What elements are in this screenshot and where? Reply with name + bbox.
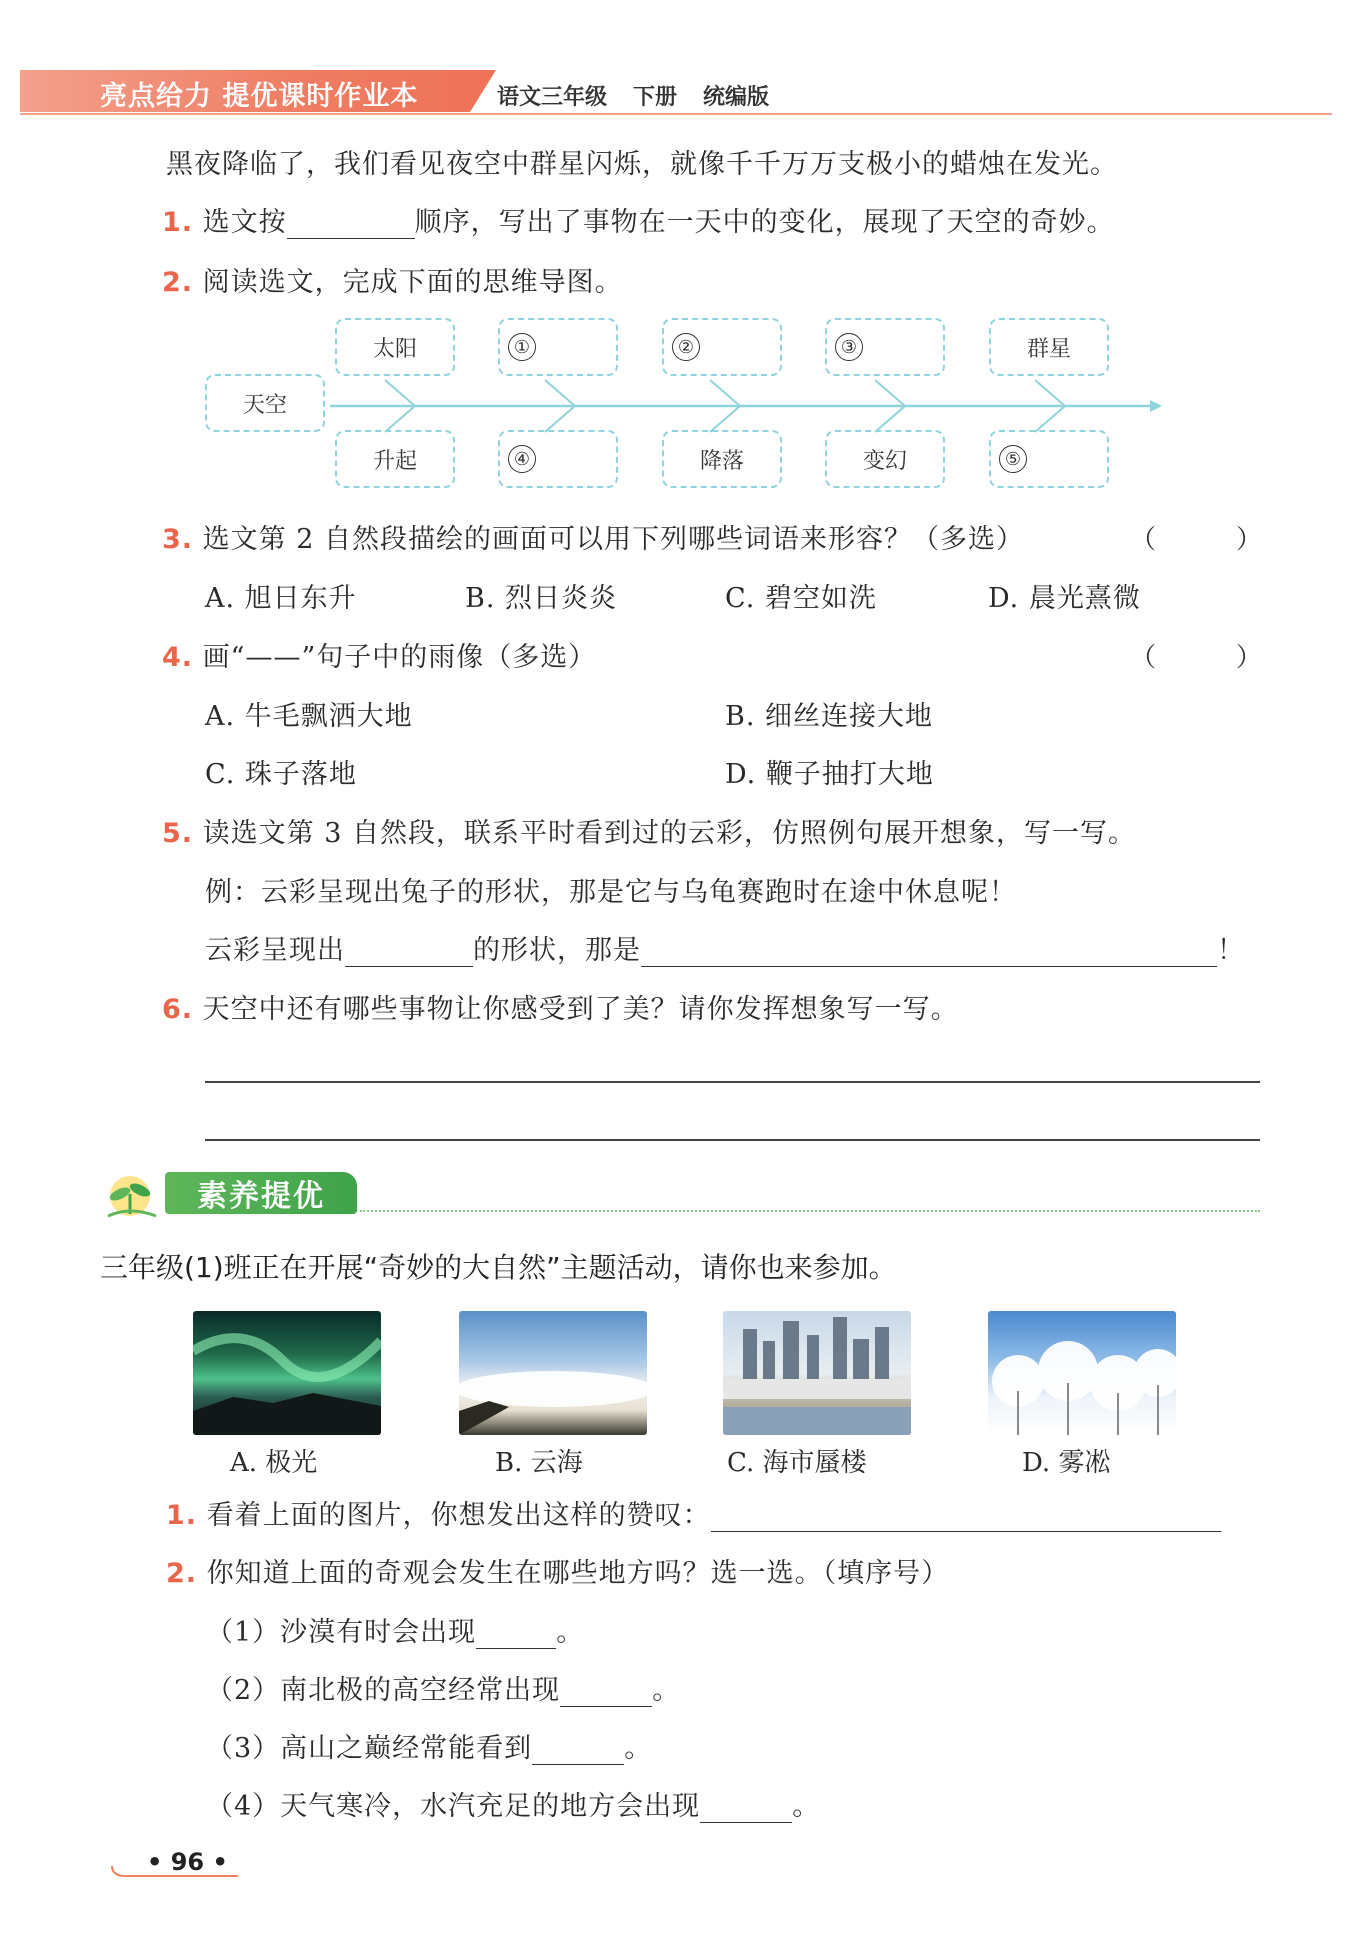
- option-b[interactable]: B. 细丝连接大地: [725, 701, 934, 732]
- question-number: 6.: [162, 994, 194, 1025]
- answer-blank[interactable]: [476, 1618, 556, 1649]
- question-text: 顺序，写出了事物在一天中的变化，展现了天空的奇妙。: [414, 207, 1115, 238]
- sea-of-clouds-image: [459, 1311, 647, 1435]
- answer-blank[interactable]: [700, 1792, 792, 1823]
- picture-caption-a: A. 极光: [230, 1448, 318, 1478]
- answer-line[interactable]: [205, 1139, 1260, 1141]
- mindmap-bottom-1: 升起: [335, 430, 455, 488]
- answer-blank[interactable]: [560, 1676, 652, 1707]
- option-d[interactable]: D. 晨光熹微: [988, 583, 1141, 614]
- section-title: 素养提优: [165, 1172, 357, 1214]
- fill-item-1: [206, 1610, 584, 1649]
- mindmap-top-5: 群星: [989, 318, 1109, 376]
- question-text: 选文按: [202, 207, 287, 238]
- question-number: 4.: [162, 642, 194, 673]
- answer-line[interactable]: [205, 1081, 1260, 1083]
- question-text: 天空中还有哪些事物让你感受到了美？请你发挥想象写一写。: [202, 994, 959, 1025]
- fill-item-4: [206, 1784, 820, 1823]
- rime-image: [988, 1311, 1176, 1435]
- page-number: • 96 •: [147, 1848, 228, 1876]
- mindmap-top-2[interactable]: ①: [498, 318, 618, 376]
- fill-text: （3）高山之巅经常能看到: [206, 1733, 533, 1764]
- answer-blank[interactable]: [711, 1501, 1221, 1532]
- fill-text: 。: [556, 1617, 585, 1648]
- question-text: 画“——”句子中的雨像（多选）: [202, 642, 597, 673]
- example-sentence: 例：云彩呈现出兔子的形状，那是它与乌龟赛跑时在途中休息呢！: [205, 877, 1017, 908]
- question-number: 1.: [162, 207, 194, 238]
- mindmap-bottom-2[interactable]: ④: [498, 430, 618, 488]
- mindmap-top-1: 太阳: [335, 318, 455, 376]
- picture-caption-b: B. 云海: [495, 1448, 583, 1478]
- fill-text: 。: [792, 1791, 821, 1822]
- option-d[interactable]: D. 鞭子抽打大地: [725, 759, 934, 790]
- mindmap-bottom-5[interactable]: ⑤: [989, 430, 1109, 488]
- sprout-icon: [100, 1170, 162, 1222]
- header-volume: 下册: [633, 85, 678, 110]
- option-b[interactable]: B. 烈日炎炎: [465, 583, 618, 614]
- question-text: 阅读选文，完成下面的思维导图。: [202, 267, 623, 298]
- question-number: 5.: [162, 818, 194, 849]
- fill-text: （4）天气寒冷，水汽充足的地方会出现: [206, 1791, 701, 1822]
- section-divider: [360, 1210, 1260, 1212]
- answer-blank[interactable]: [641, 936, 1217, 967]
- mindmap-root: 天空: [205, 374, 325, 432]
- answer-blank[interactable]: [287, 208, 415, 239]
- question-number: 3.: [162, 524, 194, 555]
- mindmap-top-4[interactable]: ③: [825, 318, 945, 376]
- option-c[interactable]: C. 珠子落地: [205, 759, 357, 790]
- mindmap-bottom-4: 变幻: [825, 430, 945, 488]
- fill-item-2: [206, 1668, 680, 1707]
- fill-item-3: [206, 1726, 652, 1765]
- fill-text: 。: [624, 1733, 653, 1764]
- question-3: [162, 517, 1024, 556]
- header-edition: 统编版: [703, 85, 770, 110]
- answer-blank[interactable]: [345, 936, 473, 967]
- question-2: [162, 260, 623, 299]
- mindmap-bottom-3: 降落: [662, 430, 782, 488]
- picture-caption-d: D. 雾凇: [1022, 1448, 1111, 1478]
- answer-paren-right: ）: [1236, 643, 1263, 673]
- mirage-image: [723, 1311, 911, 1435]
- question-text: 读选文第 3 自然段，联系平时看到过的云彩，仿照例句展开想象，写一写。: [202, 818, 1136, 849]
- mindmap-top-3[interactable]: ②: [662, 318, 782, 376]
- picture-caption-c: C. 海市蜃楼: [727, 1448, 867, 1478]
- question-4: [162, 635, 596, 674]
- question-6: [162, 987, 959, 1026]
- section2-question-2: [166, 1551, 949, 1590]
- section-intro: 三年级(1)班正在开展“奇妙的大自然”主题活动，请你也来参加。: [100, 1251, 897, 1284]
- question-text: 看着上面的图片，你想发出这样的赞叹：: [206, 1500, 711, 1531]
- question-1: [162, 200, 1115, 239]
- passage-text: 黑夜降临了，我们看见夜空中群星闪烁，就像千千万万支极小的蜡烛在发光。: [166, 149, 1118, 180]
- option-a[interactable]: A. 牛毛飘洒大地: [205, 701, 413, 732]
- fill-text: （2）南北极的高空经常出现: [206, 1675, 561, 1706]
- fill-text: （1）沙漠有时会出现: [206, 1617, 477, 1648]
- answer-paren-left: （: [1130, 525, 1157, 555]
- option-c[interactable]: C. 碧空如洗: [725, 583, 877, 614]
- header-rule: [20, 113, 1332, 115]
- fill-text: ！: [1217, 935, 1245, 966]
- mind-map: [205, 318, 1165, 493]
- book-title: 亮点给力 提优课时作业本: [100, 81, 419, 112]
- answer-paren-left: （: [1130, 643, 1157, 673]
- question-number: 2.: [166, 1558, 198, 1589]
- section2-question-1: [166, 1493, 1221, 1532]
- header-subject: 语文三年级: [497, 85, 608, 110]
- fill-text: 云彩呈现出: [205, 935, 345, 966]
- question-number: 2.: [162, 267, 194, 298]
- fill-text: 。: [652, 1675, 681, 1706]
- aurora-image: [193, 1311, 381, 1435]
- question-text: 你知道上面的奇观会发生在哪些地方吗？选一选。（填序号）: [206, 1558, 950, 1589]
- fill-text: 的形状，那是: [473, 935, 641, 966]
- imitation-sentence: [205, 928, 1245, 967]
- answer-blank[interactable]: [532, 1734, 624, 1765]
- option-a[interactable]: A. 旭日东升: [205, 583, 357, 614]
- question-5: [162, 811, 1136, 850]
- question-number: 1.: [166, 1500, 198, 1531]
- answer-paren-right: ）: [1236, 525, 1263, 555]
- header-subtitle: [497, 80, 795, 111]
- question-text: 选文第 2 自然段描绘的画面可以用下列哪些词语来形容？（多选）: [202, 524, 1024, 555]
